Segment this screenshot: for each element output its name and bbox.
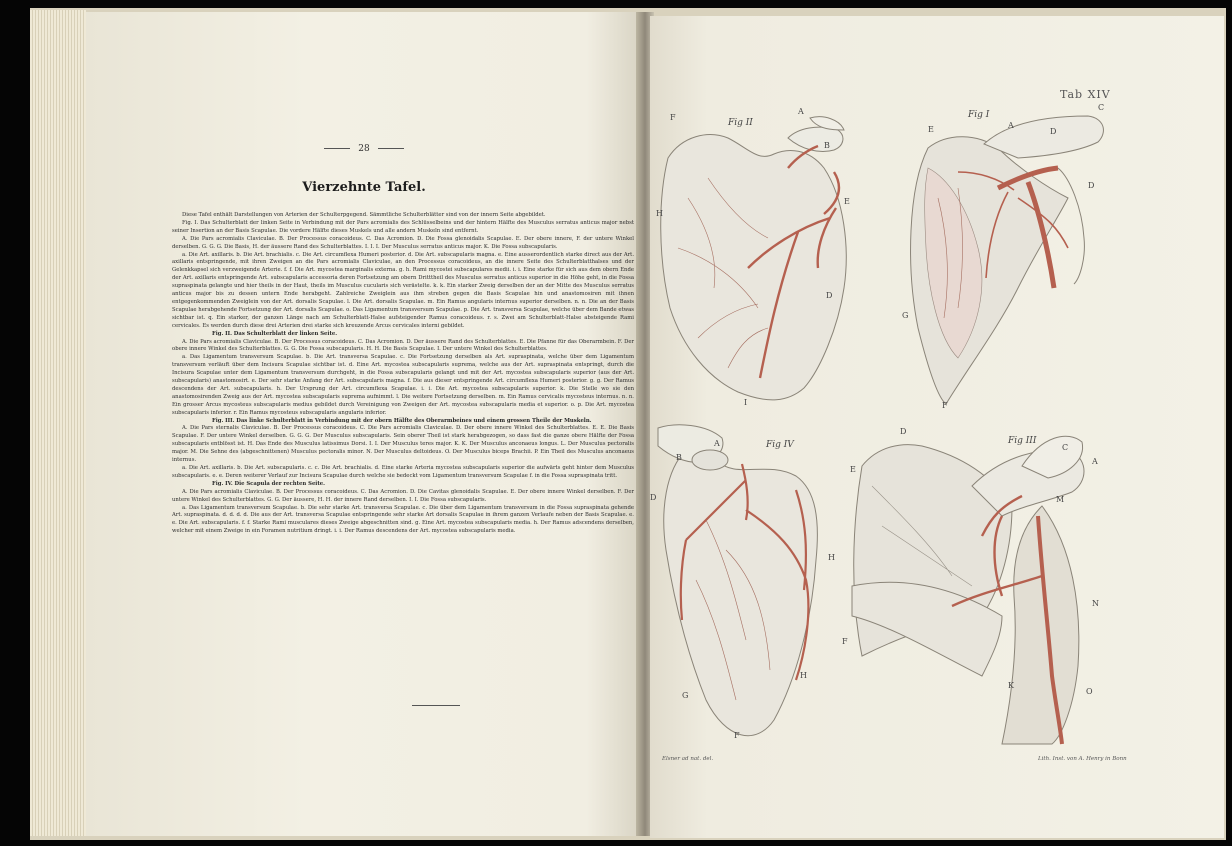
paragraph: a. Das Ligamentum transversum Scapulae. b. Die Art. transversa Scapulae. c. Die Fortsetzung derselben als Art. supraspinata, welche über dem Ligamentum transversum verläuft über dem Incisura Scapulae sichtbar ist. d. Eine Art. mycostea subscapularis suprema, welche aus der Art. supraspinata entspringt, durch die Incisura Scapulae unter dem Ligamentum transversum durchgeht, in die Fossa subscapularis gelangt und mit der Art. mycostea subscapularis superior (aus der Art. subscapularis) anastomosirt. e. Der sehr starke Anfang der Art. subscapularis magna. f. Die aus dieser entspringende Art. circumflexa Humeri posterior. g. g. Der Ramus descendens der Art. subscapularis. h. Der Ursprung der Art. circumflexa Scapulae. i. i. Die Art. mycostea subscapularis superior. k. Die Stelle wo sie den anastomosirenden Zweig aus der Art. mycostea subscapularis suprema aufnimmt. l. Die weitere Fortsetzung derselben. m. Ein Ramus cervicalis mycosteus internus. n. n. Ein grosser Arcus mycosteus subscapularis medius gebildet durch Vereinigung von Zweigen der Art. mycostea subscapularis media et superior. o. p. Die Art. mycostea subscapularis inferior. r. Ein Ramus mycosteus subscapularis angularis inferior.	[172, 354, 634, 416]
svg-text:E: E	[850, 465, 856, 474]
figure-2-label: Fig II	[728, 118, 753, 128]
svg-text:A: A	[1008, 121, 1014, 130]
svg-text:E: E	[844, 197, 850, 206]
plate-label: Tab XIV	[1060, 88, 1111, 101]
figure-heading: Fig. II. Das Schulterblatt der linken Seite.	[212, 330, 338, 337]
svg-text:B: B	[824, 141, 830, 150]
figure-2-illustration	[648, 108, 874, 408]
svg-text:D: D	[1050, 127, 1057, 136]
svg-text:D: D	[826, 291, 833, 300]
paragraph: A. Die Pars sternalis Claviculae. B. Der Processus coracoideus. C. Die Pars acromialis Claviculae. D. Der obere innere Winkel des Schulterblattes. E. E. Die Basis Scapulae. F. Der untere Winkel derselben. G. G. G. Der Musculus subscapularis. Sein oberer Theil ist stark herabgezogen, so dass fast die ganze obere Hälfte der Fossa subscapularis entblösst ist. H. Das Ende des Musculus latissimus Dorsi. I. I. Der Musculus teres major. K. K. Der Musculus anconaeus longus. L. Der Musculus pectoralis major. M. Die Sehne des (abgeschnittenen) Musculus pectoralis minor. N. Der Musculus deltoideus. O. Der Musculus biceps Brachii. P. Ein Theil des Musculus anconaeus internus.	[172, 425, 634, 464]
paragraph: a. Das Ligamentum transversum Scapulae. b. Die sehr starke Art. transversa Scapulae. c. Die über dem Ligamentum transversum in die Fossa supraspinata gehende Art. supraspinata. d. d. d. d. Die aus der Art. transversa Scapulae entspringende sehr starke Art dorsalis Scapulae in ihrem ganzen Verlaufe neben der Basis Scapulae. e. e. Die Art. subscapularis. f. f. Starke Rami musculares dieses Zweige abgeschnitten sind. g. Eine Art. mycostea subscapularis media. h. Der Ramus adscendens derselben, welcher mit einem Zweige in ein Foramen nutritium dringt. i. i. Der Ramus descendens der Art. mycostea subscapularis media.	[172, 504, 634, 535]
page-number: 28	[86, 144, 642, 154]
illustrator-credit: Elsner ad nat. del.	[662, 756, 714, 762]
figure-3-label: Fig III	[1008, 436, 1037, 446]
svg-text:A: A	[714, 439, 720, 448]
figure-4-illustration	[646, 420, 842, 750]
paragraph: Diese Tafel enthält Darstellungen von Arterien der Schulterpgegend. Sämmtliche Schulterblätter sind von der innern Seite abgebildet.	[182, 212, 546, 218]
svg-text:M: M	[1056, 495, 1065, 504]
svg-text:O: O	[1086, 687, 1093, 696]
svg-text:G: G	[902, 311, 909, 320]
svg-text:F: F	[670, 113, 676, 122]
svg-text:A: A	[1092, 457, 1098, 466]
lithographer-credit: Lith. Inst. von A. Henry in Bonn	[1038, 756, 1127, 762]
svg-text:H: H	[828, 553, 835, 562]
paragraph: A. Die Pars acromialis Claviculae. B. Der Processus coracoideus. C. Das Acromion. D. Die Cavitas glenoidalis Scapulae. E. Der obere innere Winkel derselben. F. Der untere Winkel des Schulterblattes. G. G. Der äussere, H. H. der innere Rand derselben. I. I. Die Fossa subscapularis.	[172, 488, 634, 503]
plate-description	[172, 212, 634, 698]
figure-3-illustration	[842, 426, 1126, 746]
svg-text:D: D	[900, 427, 907, 436]
svg-text:D: D	[1088, 181, 1095, 190]
figure-heading: Fig. IV. Die Scapula der rechten Seite.	[212, 480, 325, 487]
svg-text:G: G	[682, 691, 689, 700]
figure-1-label: Fig I	[968, 110, 990, 120]
figure-4-label: Fig IV	[766, 440, 794, 450]
paragraph: A. Die Pars acromialis Claviculae. B. Der Processus coracoideus. C. Das Acromion. D. Der äussere Rand des Schulterblattes. E. Die Pfanne für das Oberarmbein. F. Der obere innere Winkel des Schulterblattes. G. G. Die Fossa subscapularis. H. H. Die Basis Scapulae. I. Der untere Winkel des Schulterblattes.	[172, 338, 634, 353]
paragraph: a. Die Art. axillaris. b. Die Art. subscapularis. c. c. Die Art. brachialis. d. Eine starke Arteria mycostea subscapularis superior die aufwärts geht hinter dem Musculus subscapularis. e. e. Deren weiterer Verlauf zur Incisura Scapulae durch welche sie bedeckt vom Ligamentum transversum Scapulae f. in die Fossa supraspinata tritt.	[172, 465, 634, 479]
page-title: Vierzehnte Tafel.	[302, 180, 426, 195]
paragraph: A. Die Pars acromialis Claviculae. B. Der Processus coracoideus. C. Das Acromion. D. Die Fossa glenoidalis Scapulae. E. Der obere innere, F. der untere Winkel derselben. G. G. G. Die Basis, H. der äussere Rand des Schulterblattes. I. I. I. Der Musculus serratus anticus major. K. Die Fossa subscapularis.	[172, 235, 634, 250]
svg-text:N: N	[1092, 599, 1099, 608]
svg-text:A: A	[798, 107, 804, 116]
paragraph: a. Die Art. axillaris. b. Die Art. brachialis. c. Die Art. circumflexa Humeri posterior. d. Die Art. subscapularis magna. e. Eine ausserordentlich starke direct aus der Art. axillaris entspringende, mit ihren Zweigen an die Pars acromialis Claviculae, an den Processus coracoideus, an die innere Seite des Schulterblatthalses und der Gelenkkapsel sich verzweigende Arterie. f. f. Die Art. mycostea marginalis externa. g. h. Rami mycostei subscapulares medii. i. i. Eine starke für sich aus dem obern Ende der Art. axillaris entspringende Art. subscapularis accessoria deren Fortsetzung am obern Dritttheil des Musculus serratus anticus superior in die Höhe geht, in die Fossa supraspinata gelangte und hier theils in der Haut, theils im Musculus cucularis sich verästelte. k. k. Ein starker Zweig derselben der an der Mitte des Musculus serratus anticus major bis zu dessen untern Ende herabgeht. Zahlreiche Zweiglein aus ihm streben gegen die Basis Scapulae hin und anastomosiren mit ihnen entgegenkommenden Zweiglein von der Art. dorsalis Scapulae. l. Die Art. dorsalis Scapulae. m. Ein Ramus angularis internus superior derselben. n. n. Die an der Basis Scapulae herabgehende Fortsetzung der Art. dorsalis Scapulae. o. Das Ligamentum transversum Scapulae. p. Die Art. transversa Scapulae, welche über dem Bande etwas sichtbar ist. q. Ein starker, der ganzen Länge nach am Schulterblatt-Halse aufsteigender Ramus coracoideus. r. s. Zwei am Schulterblatt-Halse absteigende Rami cervicales. Es werden durch diese drei Arterien drei starke sich kreuzende Arcus cervicales interni gebildet.	[172, 251, 634, 329]
svg-text:K: K	[1008, 681, 1014, 690]
svg-text:H: H	[800, 671, 807, 680]
svg-text:E: E	[928, 125, 934, 134]
svg-text:H: H	[656, 209, 663, 218]
svg-text:F: F	[842, 637, 848, 646]
svg-text:C: C	[1098, 103, 1105, 112]
figure-heading: Fig. III. Das linke Schulterblatt in Verbindung mit der obern Hälfte des Oberarmbeines und einem grossen Theile der Muskeln.	[212, 417, 592, 424]
svg-text:B: B	[676, 453, 682, 462]
svg-text:I: I	[744, 398, 748, 407]
paragraph: Fig. I. Das Schulterblatt der linken Seite in Verbindung mit der Pars acromialis des Schlüsselbeins und der hintern Hälfte des Musculus serratus anticus major nebst seiner Insertion an der Basis Scapulae. Die vordere Hälfte dieses Muskels und alle andern Muskeln sind entfernt.	[172, 219, 634, 234]
svg-text:D: D	[650, 493, 657, 502]
figure-1-illustration	[898, 103, 1118, 410]
svg-text:C: C	[1062, 443, 1069, 452]
svg-text:F: F	[734, 731, 740, 740]
svg-text:F: F	[942, 401, 948, 410]
end-rule	[412, 705, 460, 706]
page-edges	[30, 10, 86, 836]
